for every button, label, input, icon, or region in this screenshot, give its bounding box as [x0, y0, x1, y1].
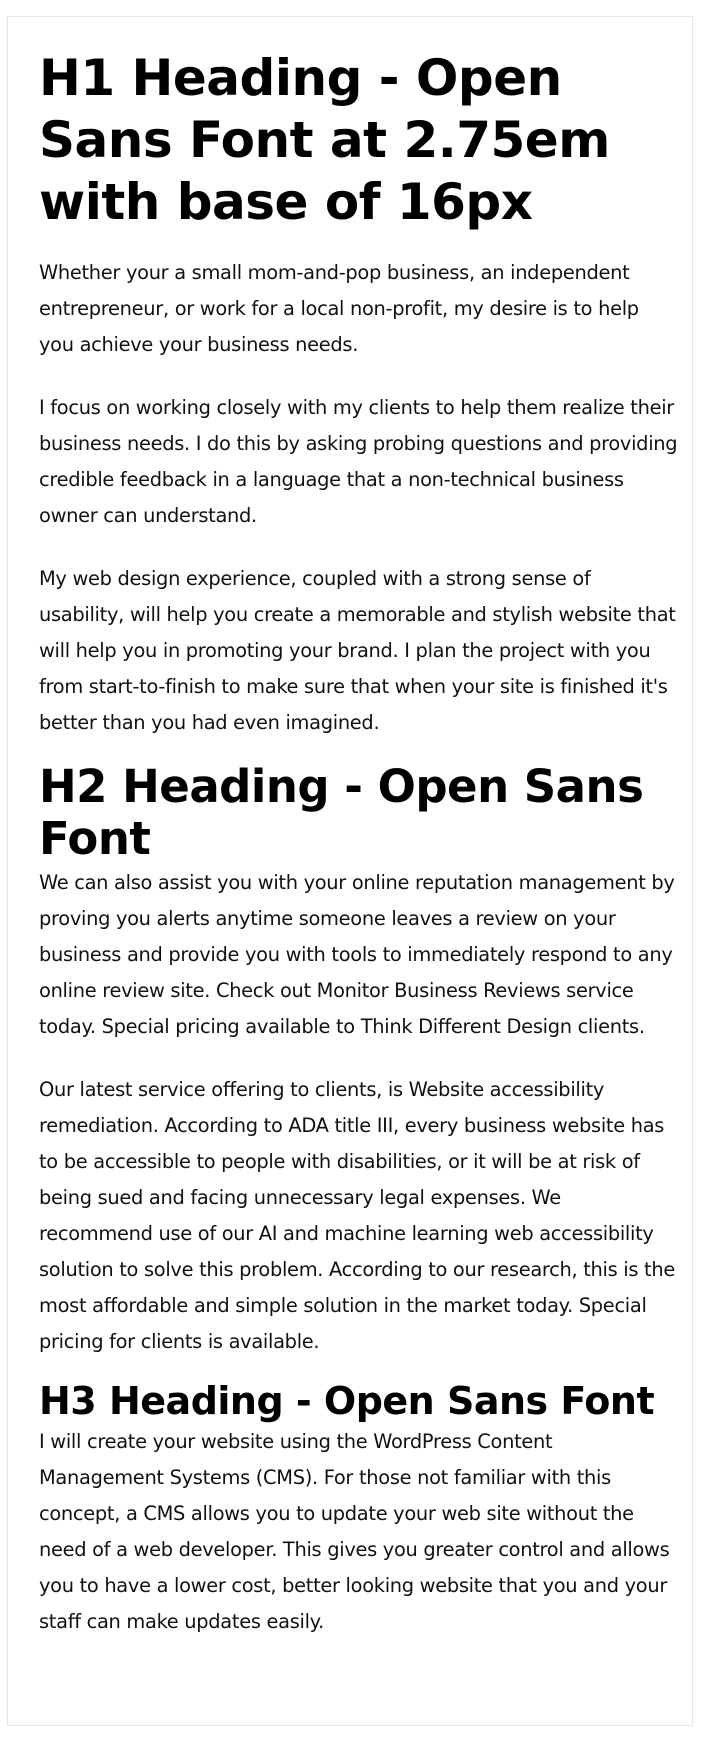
h3-heading: H3 Heading - Open Sans Font: [39, 1379, 655, 1423]
paragraph-accessibility: Our latest service offering to clients, is Website accessibility remediation. According to ADA title III, every business website has to be accessible to people with disabilities, or it will be at risk of being sued and facing unnecessary legal expenses. We recommend use of our AI and machine learning web accessibility solution to solve this problem. According to our research, this is the most affordable and simple solution in the market today. Special pricing for clients is available.: [39, 1078, 675, 1353]
content-card: [7, 16, 693, 1726]
h1-heading: H1 Heading - Open Sans Font at 2.75em with base of 16px: [39, 49, 610, 231]
paragraph-focus: I focus on working closely with my clients to help them realize their business needs. I do this by asking probing questions and providing credible feedback in a language that a non-technical business owner can understand.: [39, 396, 678, 527]
h2-heading: H2 Heading - Open Sans Font: [39, 760, 644, 865]
paragraph-intro: Whether your a small mom-and-pop business, an independent entrepreneur, or work for a local non-profit, my desire is to help you achieve your business needs.: [39, 261, 639, 356]
paragraph-experience: My web design experience, coupled with a strong sense of usability, will help you create a memorable and stylish website that will help you in promoting your brand. I plan the project with you from start-to-finish to make sure that when your site is finished it's better than you had even imagined.: [39, 567, 676, 734]
article-body: [39, 47, 679, 1640]
paragraph-reputation: We can also assist you with your online reputation management by proving you alerts anytime someone leaves a review on your business and provide you with tools to immediately respond to any online review site. Check out Monitor Business Reviews service today. Special pricing available to Think Different Design clients.: [39, 871, 675, 1038]
paragraph-cms: I will create your website using the WordPress Content Management Systems (CMS). For those not familiar with this concept, a CMS allows you to update your web site without the need of a web developer. This gives you greater control and allows you to have a lower cost, better looking website that you and your staff can make updates easily.: [39, 1430, 670, 1633]
